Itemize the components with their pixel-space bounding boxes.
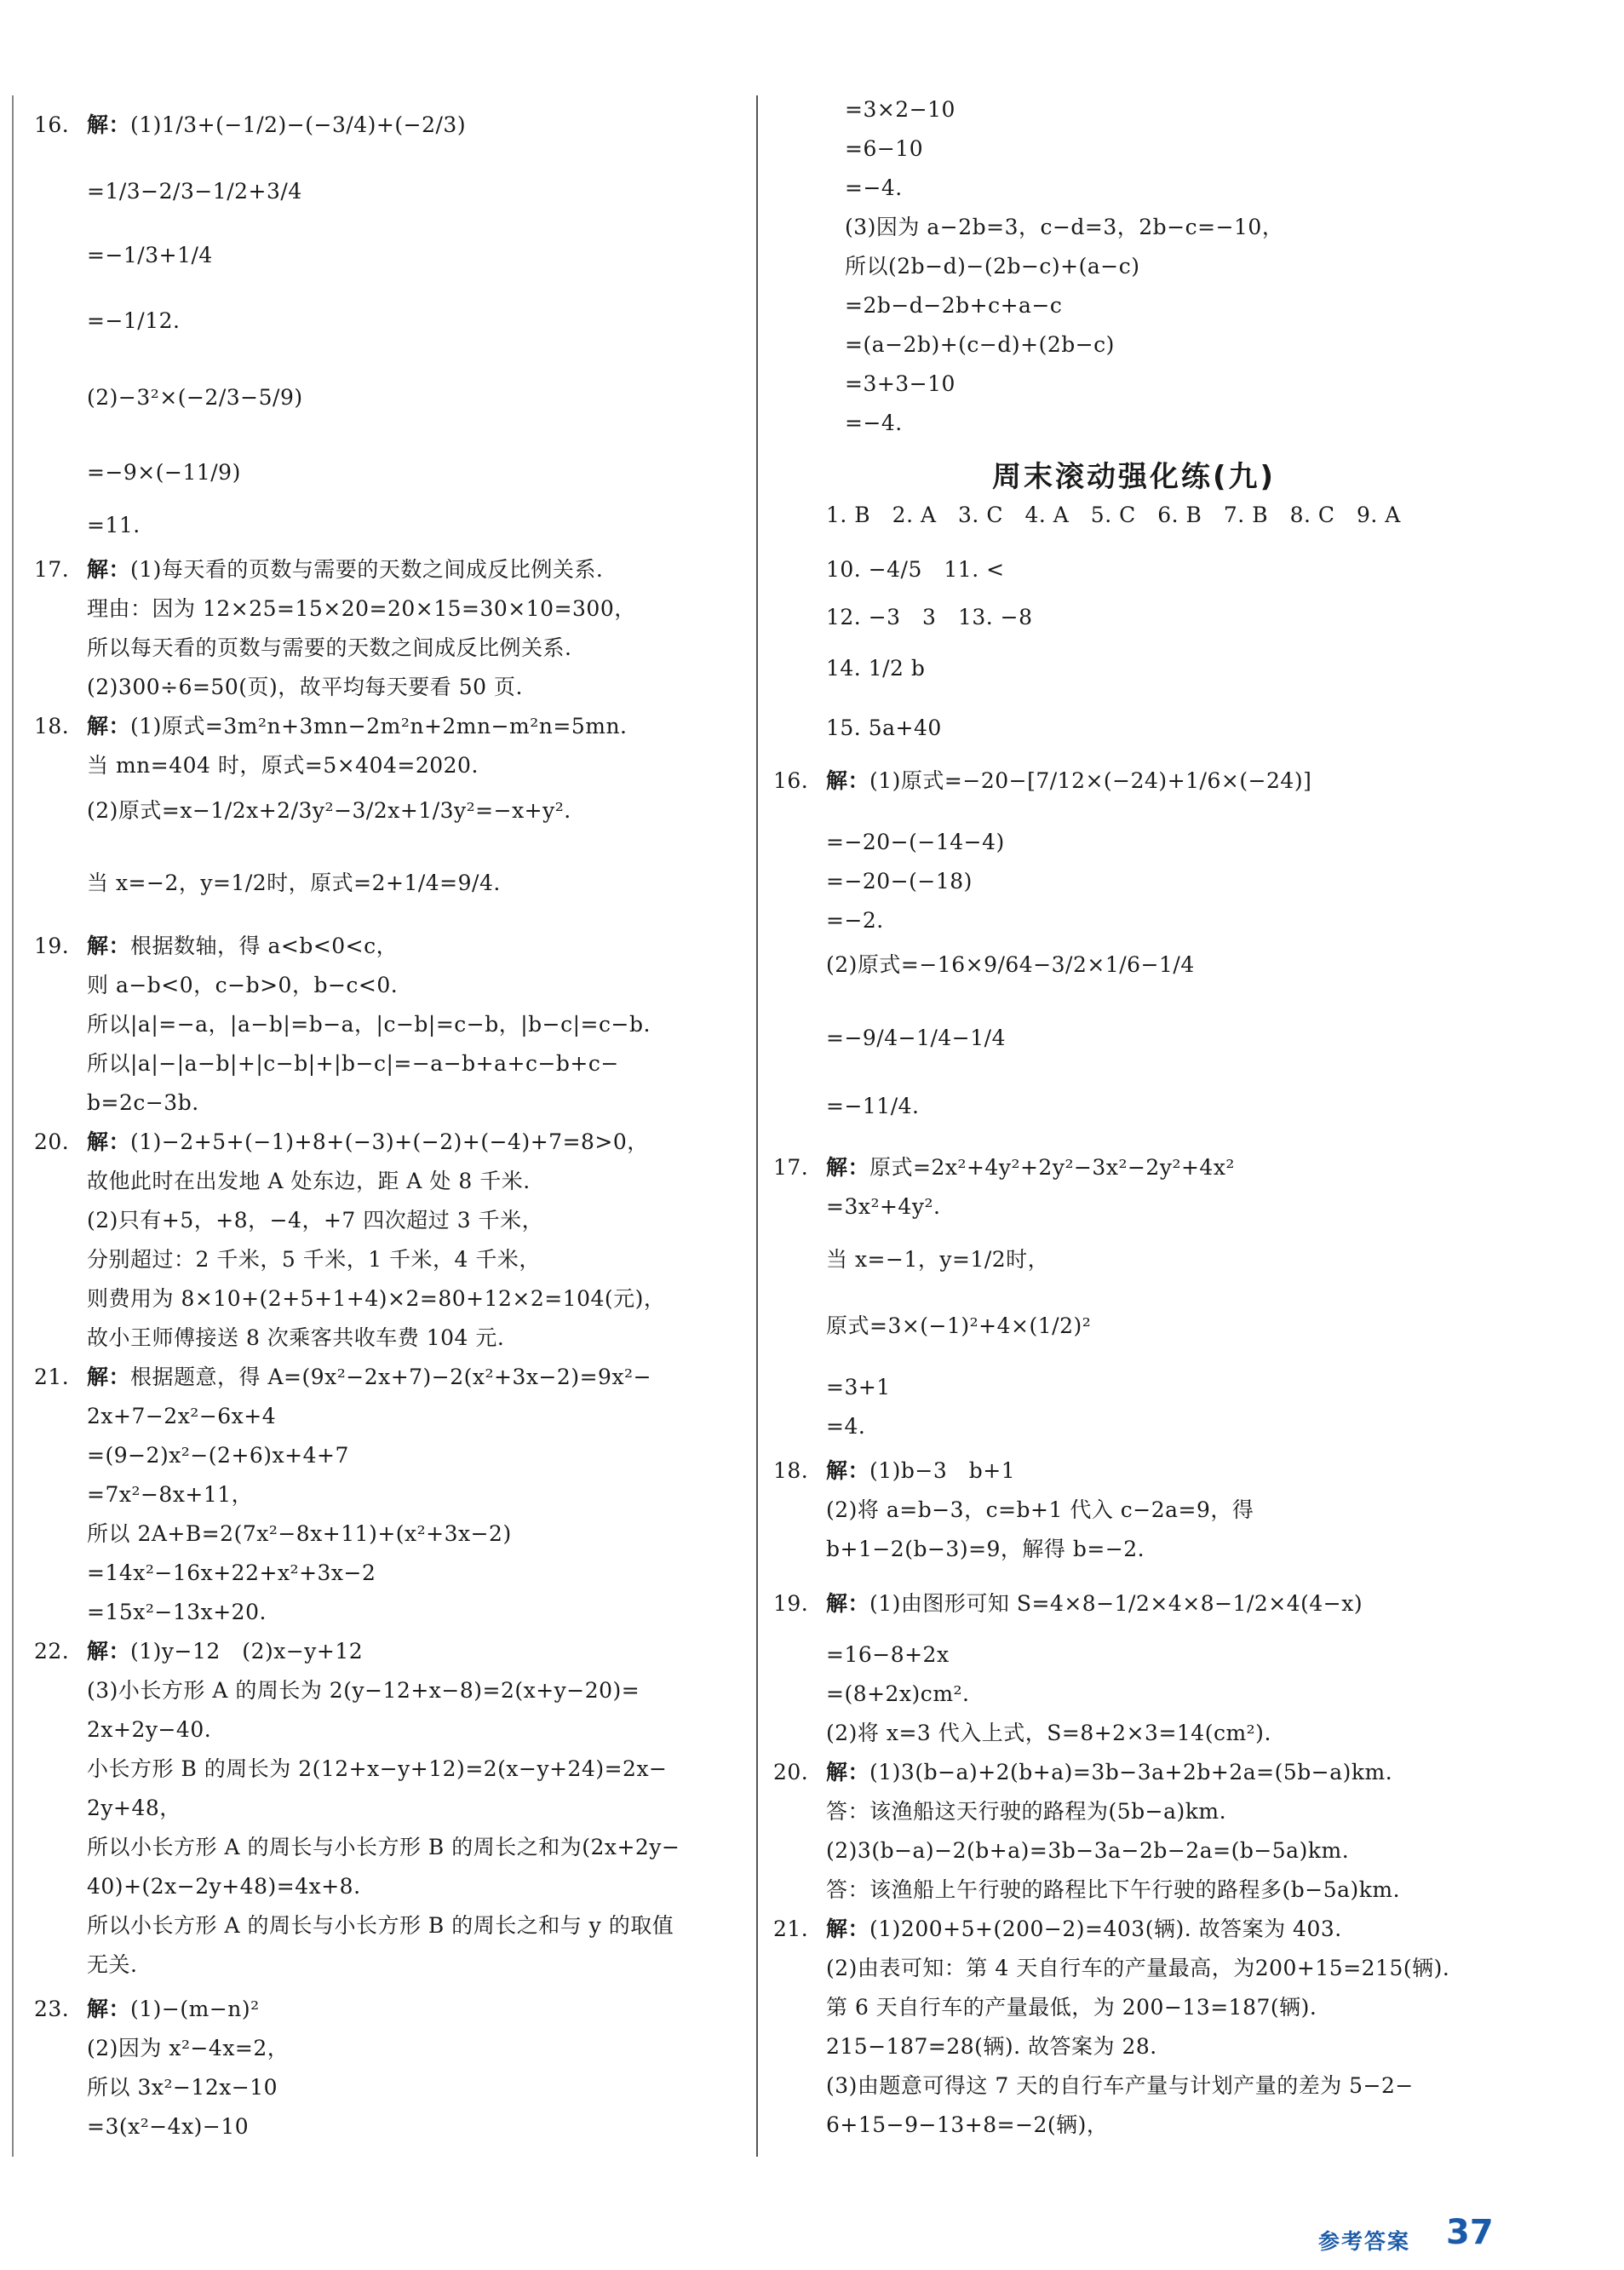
solution-label: 解： xyxy=(826,1591,870,1616)
left-line xyxy=(87,971,398,1000)
line-text: =−9×(−11/9) xyxy=(87,460,241,485)
line-text: (2)由表可知：第 4 天自行车的产量最高，为200+15=215(辆). xyxy=(826,1956,1450,1980)
left-line xyxy=(87,1245,541,1274)
line-text: =16−8+2x xyxy=(826,1642,950,1667)
line-text: 所以小长方形 A 的周长与小长方形 B 的周长之和与 y 的取值 xyxy=(87,1913,674,1938)
line-text: 所以|a|−|a−b|+|c−b|+|b−c|=−a−b+a+c−b+c− xyxy=(87,1051,619,1076)
left-line xyxy=(87,1206,543,1235)
solution-label: 解： xyxy=(826,1760,870,1784)
line-text: 所以(2b−d)−(2b−c)+(a−c) xyxy=(845,254,1140,279)
left-line xyxy=(87,177,302,206)
line-text: (2)因为 x²−4x=2， xyxy=(87,2036,290,2060)
line-text: =3(x²−4x)−10 xyxy=(87,2114,250,2139)
left-line xyxy=(87,1911,674,1940)
line-text: 15. 5a+40 xyxy=(826,715,942,740)
left-line xyxy=(87,2112,249,2141)
left-line xyxy=(87,1794,181,1823)
right-line xyxy=(826,1535,1145,1564)
left-line xyxy=(87,1167,531,1196)
line-text: =15x²−13x+20. xyxy=(87,1600,267,1624)
right-line xyxy=(845,409,903,438)
section-title: 周末滚动强化练(九) xyxy=(992,460,1277,494)
question-number: 19. xyxy=(773,1591,809,1616)
left-line xyxy=(87,1049,619,1078)
left-line xyxy=(87,1089,199,1118)
line-text: =(8+2x)cm². xyxy=(826,1681,970,1706)
left-line xyxy=(34,1363,651,1392)
right-line xyxy=(826,828,1005,857)
right-line xyxy=(826,555,1005,584)
solution-label: 解： xyxy=(87,112,131,137)
line-text: (1)1/3+(−1/2)−(−3/4)+(−2/3) xyxy=(130,112,467,137)
right-line xyxy=(845,370,955,399)
right-line xyxy=(845,330,1115,359)
line-text: (2)3(b−a)−2(b+a)=3b−3a−2b−2a=(b−5a)km. xyxy=(826,1838,1350,1863)
question-number: 17. xyxy=(773,1155,809,1180)
right-line xyxy=(826,654,925,683)
right-line xyxy=(826,867,973,896)
line-text: (2)原式=x−1/2x+2/3y²−3/2x+1/3y²=−x+y². xyxy=(87,798,571,823)
line-text: =14x²−16x+22+x²+3x−2 xyxy=(87,1560,376,1585)
right-line xyxy=(826,603,1033,632)
right-line xyxy=(826,1245,1049,1274)
left-line xyxy=(87,1441,349,1470)
line-text: 14. 1/2 b xyxy=(826,656,926,681)
line-text: (2)将 x=3 代入上式，S=8+2×3=14(cm²). xyxy=(826,1721,1271,1745)
solution-label: 解： xyxy=(87,1365,131,1389)
line-text: 原式=2x²+4y²+2y²−3x²−2y²+4x² xyxy=(869,1155,1235,1180)
left-line xyxy=(87,751,479,780)
left-line xyxy=(87,307,180,336)
line-text: 10. −4/5 11. < xyxy=(826,557,1005,582)
left-line xyxy=(87,241,213,270)
right-line xyxy=(826,2111,1108,2140)
left-line xyxy=(87,383,303,412)
line-text: =11. xyxy=(87,513,141,537)
question-number: 19. xyxy=(34,934,70,958)
line-text: 无关. xyxy=(87,1952,138,1977)
line-text: (2)原式=−16×9/64−3/2×1/6−1/4 xyxy=(826,952,1195,977)
left-line xyxy=(87,1324,504,1353)
left-line xyxy=(87,2034,289,2063)
line-text: =−2. xyxy=(826,908,884,933)
line-text: =−20−(−14−4) xyxy=(826,830,1005,854)
line-text: b+1−2(b−3)=9，解得 b=−2. xyxy=(826,1537,1145,1561)
line-text: =3+3−10 xyxy=(845,371,955,396)
left-line xyxy=(87,458,241,487)
right-line xyxy=(826,951,1195,980)
line-text: (1)y−12 (2)x−y+12 xyxy=(130,1639,364,1664)
line-text: 所以小长方形 A 的周长与小长方形 B 的周长之和为(2x+2y− xyxy=(87,1835,680,1859)
solution-label: 解： xyxy=(87,714,131,738)
line-text: =6−10 xyxy=(845,136,924,161)
line-text: 所以每天看的页数与需要的天数之间成反比例关系. xyxy=(87,635,572,660)
right-line xyxy=(826,906,884,935)
right-line xyxy=(845,213,1283,242)
question-number: 18. xyxy=(34,714,70,738)
left-line xyxy=(87,1284,665,1313)
line-text: 当 x=−2，y=1/2时，原式=2+1/4=9/4. xyxy=(87,871,501,895)
right-line xyxy=(845,252,1140,281)
right-line xyxy=(826,501,1401,530)
right-line xyxy=(773,767,1311,796)
solution-label: 解： xyxy=(87,557,131,582)
solution-label: 解： xyxy=(87,1639,131,1664)
question-number: 16. xyxy=(773,768,809,793)
solution-label: 解： xyxy=(87,934,131,958)
left-line xyxy=(87,1872,361,1901)
line-text: 当 mn=404 时，原式=5×404=2020. xyxy=(87,753,479,778)
line-text: (2)只有+5，+8，−4，+7 四次超过 3 千米， xyxy=(87,1208,544,1233)
left-margin-rule xyxy=(12,95,14,2157)
line-text: 根据题意，得 A=(9x²−2x+7)−2(x²+3x−2)=9x²− xyxy=(130,1365,652,1389)
solution-label: 解： xyxy=(87,1129,131,1154)
line-text: =3+1 xyxy=(826,1375,891,1399)
line-text: b=2c−3b. xyxy=(87,1090,199,1115)
line-text: 分别超过：2 千米，5 千米，1 千米，4 千米， xyxy=(87,1247,541,1272)
line-text: 答：该渔船上午行驶的路程比下午行驶的路程多(b−5a)km. xyxy=(826,1877,1401,1902)
right-line xyxy=(773,1153,1235,1182)
line-text: (1)原式=3m²n+3mn−2m²n+2mn−m²n=5mn. xyxy=(130,714,628,738)
right-line xyxy=(826,1719,1271,1748)
line-text: 第 6 天自行车的产量最低，为 200−13=187(辆). xyxy=(826,1995,1317,2020)
left-line xyxy=(34,1637,363,1666)
line-text: 理由：因为 12×25=15×20=20×15=30×10=300， xyxy=(87,596,636,621)
left-line xyxy=(87,1676,640,1705)
line-text: 答：该渔船这天行驶的路程为(5b−a)km. xyxy=(826,1799,1227,1824)
line-text: (1)b−3 b+1 xyxy=(869,1458,1016,1483)
question-number: 23. xyxy=(34,1997,70,2021)
line-text: (1)200+5+(200−2)=403(辆). 故答案为 403. xyxy=(869,1917,1342,1941)
left-line xyxy=(34,111,466,140)
line-text: (3)小长方形 A 的周长为 2(y−12+x−8)=2(x+y−20)= xyxy=(87,1678,640,1703)
right-line xyxy=(826,1954,1449,1983)
left-line xyxy=(87,1010,651,1039)
right-line xyxy=(773,1915,1342,1944)
line-text: 故小王师傅接送 8 次乘客共收车费 104 元. xyxy=(87,1325,505,1350)
question-number: 17. xyxy=(34,557,70,582)
line-text: 2x+2y−40. xyxy=(87,1717,212,1742)
page-number: 37 xyxy=(1446,2213,1494,2252)
line-text: 原式=3×(−1)²+4×(1/2)² xyxy=(826,1313,1092,1338)
question-number: 16. xyxy=(34,112,70,137)
line-text: (1)每天看的页数与需要的天数之间成反比例关系. xyxy=(130,557,604,582)
line-text: =7x²−8x+11， xyxy=(87,1482,254,1507)
left-line xyxy=(87,869,501,898)
line-text: =3×2−10 xyxy=(845,97,955,122)
right-line xyxy=(826,1373,891,1402)
line-text: =−1/12. xyxy=(87,308,181,333)
line-text: 12. −3 3 13. −8 xyxy=(826,605,1033,629)
line-text: =−20−(−18) xyxy=(826,869,973,894)
line-text: (1)−(m−n)² xyxy=(130,1997,260,2021)
left-line xyxy=(87,595,636,624)
right-line xyxy=(773,1589,1363,1618)
line-text: 所以 3x²−12x−10 xyxy=(87,2075,278,2100)
left-line xyxy=(87,1520,512,1549)
solution-label: 解： xyxy=(87,1997,131,2021)
right-line xyxy=(845,291,1062,320)
right-line xyxy=(845,174,903,203)
line-text: 则费用为 8×10+(2+5+1+4)×2=80+12×2=104(元)， xyxy=(87,1286,666,1311)
line-text: =4. xyxy=(826,1414,866,1439)
right-line xyxy=(826,1024,1006,1053)
footer-label: 参考答案 xyxy=(1318,2229,1411,2254)
left-line xyxy=(87,1480,253,1509)
line-text: 所以|a|=−a，|a−b|=b−a，|c−b|=c−b，|b−c|=c−b. xyxy=(87,1012,651,1037)
question-number: 20. xyxy=(773,1760,809,1784)
line-text: 小长方形 B 的周长为 2(12+x−y+12)=2(x−y+24)=2x− xyxy=(87,1756,668,1781)
line-text: =(a−2b)+(c−d)+(2b−c) xyxy=(845,332,1115,357)
line-text: =−9/4−1/4−1/4 xyxy=(826,1026,1006,1050)
line-text: =−4. xyxy=(845,175,903,200)
left-line xyxy=(34,712,628,741)
line-text: 215−187=28(辆). 故答案为 28. xyxy=(826,2034,1157,2059)
right-line xyxy=(826,1192,940,1221)
line-text: 2y+48， xyxy=(87,1796,181,1820)
left-line xyxy=(87,1402,276,1431)
line-text: 则 a−b<0，c−b>0，b−c<0. xyxy=(87,973,399,997)
left-line xyxy=(87,1715,211,1744)
line-text: (1)−2+5+(−1)+8+(−3)+(−2)+(−4)+7=8>0， xyxy=(130,1129,649,1154)
question-number: 18. xyxy=(773,1458,809,1483)
line-text: (2)将 a=b−3，c=b+1 代入 c−2a=9，得 xyxy=(826,1497,1254,1522)
line-text: (1)由图形可知 S=4×8−1/2×4×8−1/2×4(4−x) xyxy=(869,1591,1363,1616)
right-line xyxy=(826,1412,865,1441)
question-number: 21. xyxy=(773,1917,809,1941)
line-text: =(9−2)x²−(2+6)x+4+7 xyxy=(87,1443,349,1468)
right-line xyxy=(773,1758,1392,1787)
question-number: 22. xyxy=(34,1639,70,1664)
line-text: =−11/4. xyxy=(826,1094,920,1118)
left-line xyxy=(34,932,398,961)
left-line xyxy=(34,1995,260,2024)
right-line xyxy=(826,1092,919,1121)
left-line xyxy=(87,1833,680,1862)
solution-label: 解： xyxy=(826,1917,870,1941)
right-line xyxy=(826,1993,1317,2022)
right-line xyxy=(845,95,955,124)
line-text: (1)3(b−a)+2(b+a)=3b−3a+2b+2a=(5b−a)km. xyxy=(869,1760,1393,1784)
left-line xyxy=(87,673,523,702)
column-divider xyxy=(756,95,758,2157)
right-line xyxy=(826,714,942,743)
line-text: 当 x=−1，y=1/2时， xyxy=(826,1247,1050,1272)
line-text: (1)原式=−20−[7/12×(−24)+1/6×(−24)] xyxy=(869,768,1312,793)
line-text: (3)由题意可得这 7 天的自行车产量与计划产量的差为 5−2− xyxy=(826,2073,1414,2098)
line-text: =2b−d−2b+c+a−c xyxy=(845,293,1063,318)
question-number: 20. xyxy=(34,1129,70,1154)
line-text: 6+15−9−13+8=−2(辆)， xyxy=(826,2112,1109,2137)
line-text: =1/3−2/3−1/2+3/4 xyxy=(87,179,302,204)
right-line xyxy=(845,135,923,164)
left-line xyxy=(87,796,571,825)
left-line xyxy=(87,1951,137,1980)
left-line xyxy=(87,1559,376,1588)
left-line xyxy=(34,1128,649,1157)
left-line xyxy=(34,555,603,584)
line-text: =3x²+4y². xyxy=(826,1194,941,1219)
right-line xyxy=(826,1641,950,1669)
right-line xyxy=(826,2072,1414,2100)
line-text: =−4. xyxy=(845,411,903,435)
line-text: 故他此时在出发地 A 处东边，距 A 处 8 千米. xyxy=(87,1169,531,1193)
right-line xyxy=(826,1312,1091,1341)
line-text: 所以 2A+B=2(7x²−8x+11)+(x²+3x−2) xyxy=(87,1521,512,1546)
question-number: 21. xyxy=(34,1365,70,1389)
solution-label: 解： xyxy=(826,1155,870,1180)
right-line xyxy=(826,1680,970,1709)
solution-label: 解： xyxy=(826,768,870,793)
right-line xyxy=(826,1797,1226,1826)
line-text: 根据数轴，得 a<b<0<c， xyxy=(130,934,399,958)
left-line xyxy=(87,2073,278,2102)
left-line xyxy=(87,1755,668,1784)
right-line xyxy=(826,1496,1254,1525)
line-text: 40)+(2x−2y+48)=4x+8. xyxy=(87,1874,361,1899)
solution-label: 解： xyxy=(826,1458,870,1483)
left-line xyxy=(87,634,571,663)
right-line xyxy=(826,1876,1400,1905)
line-text: (3)因为 a−2b=3，c−d=3，2b−c=−10， xyxy=(845,215,1284,239)
line-text: (2)300÷6=50(页)，故平均每天要看 50 页. xyxy=(87,675,523,699)
line-text: =−1/3+1/4 xyxy=(87,243,213,267)
line-text: (2)−3²×(−2/3−5/9) xyxy=(87,385,303,410)
right-line xyxy=(826,2032,1157,2061)
left-line xyxy=(87,511,141,540)
left-line xyxy=(87,1598,267,1627)
right-line xyxy=(773,1457,1015,1486)
right-line xyxy=(826,1836,1349,1865)
line-text: 2x+7−2x²−6x+4 xyxy=(87,1404,277,1428)
line-text: 1. B 2. A 3. C 4. A 5. C 6. B 7. B 8. C 9. A xyxy=(826,503,1401,527)
